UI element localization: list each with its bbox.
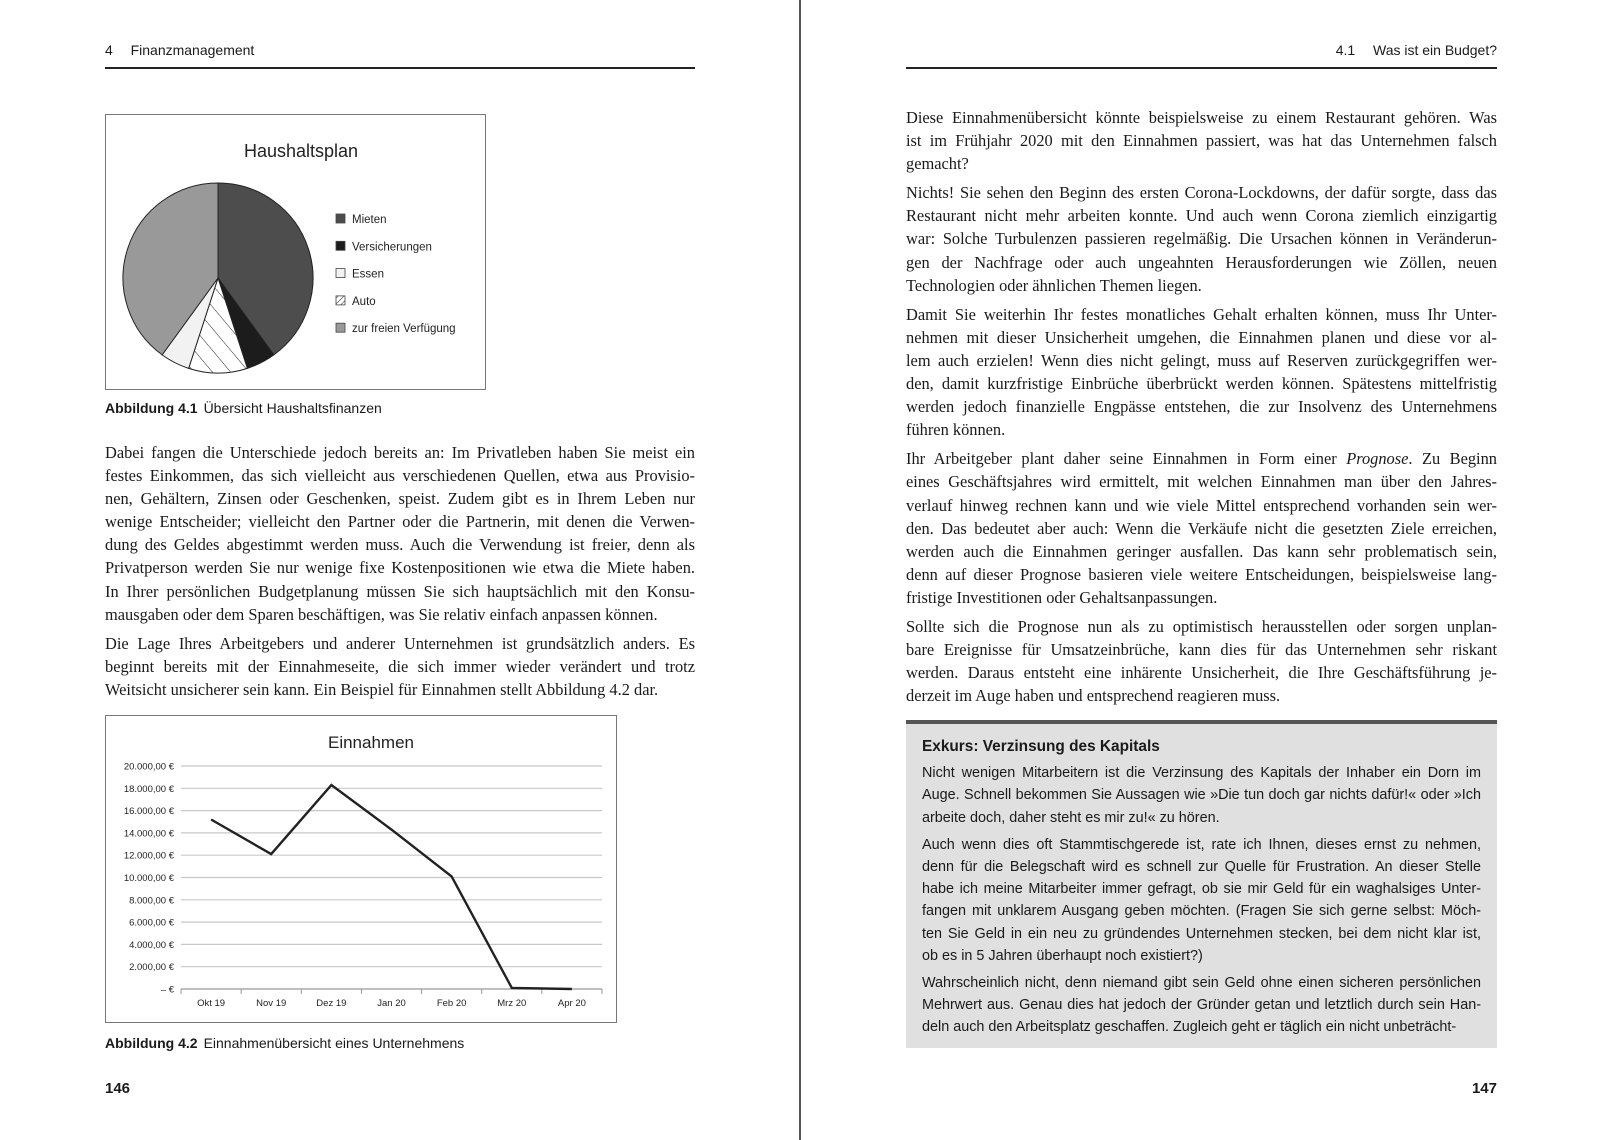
paragraph xyxy=(906,615,1497,707)
x-tick-label: Apr 20 xyxy=(557,998,586,1009)
paragraph xyxy=(105,632,695,701)
legend-label: Versicherungen xyxy=(352,241,432,254)
text-line: Restaurant nicht mehr arbeiten konnte. Und auch wenn Corona ziemlich einzigartig xyxy=(906,206,1497,226)
legend-label: zur freien Verfügung xyxy=(352,323,456,336)
text-line: festes Einkommen, das sich vielleicht aus verschiedenen Quellen, etwa aus Provisio- xyxy=(105,466,695,486)
text-line: ob es in 5 Jahren überhaupt noch existiert?) xyxy=(922,947,1203,964)
text-line: den, damit kurzfristige Einbrüche überbrückt werden können. Spätestens mittelfristig xyxy=(906,374,1497,394)
text-line: Die Lage Ihres Arbeitgebers und anderer Unternehmen ist grundsätzlich anders. Es xyxy=(105,633,695,653)
text-line: denn für die Belegschaft wird es schnell zur Quelle für Frustration. An dieser Stelle xyxy=(922,859,1481,876)
text-line: den. Das bedeutet aber auch: Wenn die Verkäufe nicht die gesetzten Ziele erreichen, xyxy=(906,518,1497,538)
text-line: Privatperson werden Sie nur wenige fixe Kostenpositionen wie etwa die Miete haben. xyxy=(105,558,695,578)
text-line: gemacht? xyxy=(906,154,969,174)
x-tick-label: Dez 19 xyxy=(316,998,347,1009)
running-head-left xyxy=(105,42,254,58)
legend-label: Auto xyxy=(352,295,376,308)
figure-line-chart xyxy=(105,715,617,1023)
y-tick-label: 8.000,00 € xyxy=(129,895,174,907)
paragraph xyxy=(906,106,1497,175)
y-tick-label: 18.000,00 € xyxy=(123,783,174,795)
y-tick-label: 6.000,00 € xyxy=(129,917,174,929)
pie-chart xyxy=(106,115,484,388)
text-line: Mehrwert aus. Genau dies hat jedoch der Gründer getan und letztlich durch sein Han- xyxy=(922,997,1481,1014)
y-tick-label: 16.000,00 € xyxy=(123,806,174,818)
text-line: derzeit im Auge haben und entsprechend reagieren muss. xyxy=(906,686,1281,706)
x-tick-label: Nov 19 xyxy=(256,998,287,1009)
text-line: mausgaben oder dem Sparen beschäftigen, was Sie relativ einfach anpassen können. xyxy=(105,604,658,624)
page-number-right: 147 xyxy=(1471,1080,1497,1097)
text-line: deln auch den Arbeitsplatz geschaffen. Zugleich geht er täglich ein nicht unbeträcht- xyxy=(922,1019,1457,1036)
paragraph xyxy=(922,834,1481,967)
emphasis-text: Prognose xyxy=(1346,449,1409,469)
x-tick-label: Okt 19 xyxy=(197,998,226,1009)
header-rule-right xyxy=(906,67,1497,69)
text-line: Technologien oder ähnlichen Themen liegen. xyxy=(906,275,1202,295)
section-number: 4.1 xyxy=(1335,42,1356,58)
pie-chart-title: Haushaltsplan xyxy=(243,141,359,161)
legend-label: Essen xyxy=(352,268,384,281)
text-line: Nichts! Sie sehen den Beginn des ersten Corona-Lockdowns, der dafür sorgte, dass das xyxy=(906,183,1497,203)
text-line: werden auch die Einnahmen geringer ausfallen. Das kann sehr problematisch sein, xyxy=(906,541,1497,561)
legend-swatch xyxy=(336,323,345,332)
text-line: Weitsicht unsicherer sein kann. Ein Beispiel für Einnahmen stellt Abbildung 4.2 dar. xyxy=(105,679,659,699)
paragraph xyxy=(906,447,1497,609)
y-tick-label: 12.000,00 € xyxy=(123,850,174,862)
body-text-left xyxy=(105,441,695,707)
pie-slices xyxy=(123,183,313,373)
text-line: Wahrscheinlich nicht, denn niemand gibt sein Geld ohne einen sicheren persönlichen xyxy=(922,975,1481,992)
running-head-right xyxy=(1336,42,1497,58)
x-tick-label: Feb 20 xyxy=(436,998,467,1009)
revenue-line xyxy=(211,785,572,989)
text-line: werden jedoch finanzielle Engpässe entstehen, die zur Insolvenz des Unternehmens xyxy=(906,397,1497,417)
text-line: Nicht wenigen Mitarbeitern ist die Verzinsung des Kapitals der Inhaber ein Dorn im xyxy=(922,765,1481,782)
paragraph xyxy=(922,762,1481,829)
caption-text: Einnahmenübersicht eines Unternehmens xyxy=(203,1035,465,1051)
text-line: nehmen mit dieser Unsicherheit umgehen, die Einnahmen planen und diese vor al- xyxy=(906,327,1497,347)
legend-label: Mieten xyxy=(352,214,387,226)
legend-swatch xyxy=(336,241,345,250)
text-line: arbeite doch, daher steht es mir zu!« zu hören. xyxy=(922,809,1220,826)
chart-gridlines xyxy=(181,766,602,989)
line-chart-title: Einnahmen xyxy=(327,733,415,752)
text-line: Diese Einnahmenübersicht könnte beispielsweise zu einem Restaurant gehören. Was xyxy=(906,108,1497,127)
text-line: verlauf hinweg rechnen kann und wie viele Mittel entsprechend vorhanden sein wer- xyxy=(906,495,1497,515)
paragraph xyxy=(105,441,695,626)
text-line: ist im Frühjahr 2020 mit den Einnahmen passiert, was hat das Unternehmen falsch xyxy=(906,131,1497,151)
y-tick-label: 4.000,00 € xyxy=(129,939,174,951)
body-text-right xyxy=(906,106,1497,713)
paragraph xyxy=(922,972,1481,1039)
text-line: habe ich meine Mitarbeiter immer gefragt, ob sie mir Geld für ein waghalsiges Unter- xyxy=(922,881,1481,898)
figure-pie-chart xyxy=(105,114,486,390)
legend-swatch xyxy=(336,269,345,278)
text-line: ten Sie Geld in ein neu zu gründendes Unternehmen stecken, bei dem nicht klar ist, xyxy=(922,925,1481,942)
text-line: gen der Nachfrage oder auch ungeahnten Herausforderungen wie Zöllen, neuen xyxy=(906,252,1497,272)
text-line: werden. Daraus entsteht eine inhärente Unsicherheit, die Ihre Geschäftsführung je- xyxy=(906,663,1497,683)
section-title: Was ist ein Budget? xyxy=(1373,42,1497,58)
legend-swatch xyxy=(336,214,345,223)
text-line: fristige Investitionen oder Gehaltsanpassungen. xyxy=(906,587,1218,607)
y-tick-label: – € xyxy=(160,984,174,996)
chart-x-axis xyxy=(181,989,602,1009)
line-chart xyxy=(106,716,615,1021)
x-tick-label: Jan 20 xyxy=(377,998,406,1009)
y-tick-label: 14.000,00 € xyxy=(123,828,174,840)
text-line: eines Geschäftsjahres wird ermittelt, mit welchen Einnahmen man über den Jahres- xyxy=(906,472,1497,492)
y-tick-label: 2.000,00 € xyxy=(129,962,174,974)
caption-label: Abbildung 4.1 xyxy=(105,400,198,416)
text-line: Dabei fangen die Unterschiede jedoch bereits an: Im Privatleben haben Sie meist ein xyxy=(105,443,695,462)
text-line: lem auch erzielen! Wenn dies nicht gelingt, muss auf Reserven zurückgegriffen wer- xyxy=(906,350,1497,370)
header-rule-left xyxy=(105,67,695,69)
text-line: wenige Entscheider; vielleicht den Partner oder die Partnerin, mit denen die Verwen- xyxy=(105,512,695,532)
text-line: Damit Sie weiterhin Ihr festes monatliches Gehalt erhalten können, muss Ihr Unter- xyxy=(906,304,1497,324)
text-line: bare Ereignisse für Umsatzeinbrüche, kann dies für das Unternehmen sehr riskant xyxy=(906,640,1497,660)
text-line xyxy=(906,447,1497,470)
exkurs-title: Exkurs: Verzinsung des Kapitals xyxy=(922,738,1160,755)
page-number-left: 146 xyxy=(105,1080,131,1097)
text-line: In Ihrer persönlichen Budgetplanung müssen Sie sich hauptsächlich mit den Konsu- xyxy=(105,581,695,601)
chapter-number: 4 xyxy=(105,42,113,58)
y-tick-label: 10.000,00 € xyxy=(123,873,174,884)
x-tick-label: Mrz 20 xyxy=(497,998,527,1009)
paragraph xyxy=(906,303,1497,442)
text-line: Auch wenn dies oft Stammtischgerede ist, rate ich Ihnen, dieses ernst zu nehmen, xyxy=(922,836,1481,853)
caption-label: Abbildung 4.2 xyxy=(105,1035,198,1051)
text-line: fangen mit unklarem Ausgang geben möchten. (Fragen Sie sich gerne selbst: Möch- xyxy=(922,903,1481,920)
text-line: beginnt bereits mit der Einnahmeseite, die sich immer wieder verändert und trotz xyxy=(105,656,695,676)
text-line: denn auf dieser Prognose basieren viele weitere Entscheidungen, beispielsweise lang- xyxy=(906,564,1497,584)
text-line: dung des Geldes abgestimmt werden muss. Auch die Verwendung ist freier, denn als xyxy=(105,535,695,555)
text-line: nen, Gehältern, Zinsen oder Geschenken, speist. Zudem gibt es in Ihrem Leben nur xyxy=(105,489,695,509)
paragraph xyxy=(906,181,1497,296)
chart-y-axis xyxy=(124,762,175,996)
y-tick-label: 20.000,00 € xyxy=(123,761,174,773)
figure-caption-4-2 xyxy=(105,1035,464,1051)
text-line: Sollte sich die Prognose nun als zu optimistisch herausstellen oder sorgen unplan- xyxy=(906,616,1497,636)
exkurs-box xyxy=(906,720,1497,1048)
legend-swatch xyxy=(336,296,345,305)
exkurs-body xyxy=(922,762,1481,1038)
caption-text: Übersicht Haushaltsfinanzen xyxy=(203,400,382,416)
chapter-title: Finanzmanagement xyxy=(130,42,255,58)
text-run: Ihr Arbeitgeber plant daher seine Einnahmen in Form einer xyxy=(906,449,1347,469)
pie-legend xyxy=(336,214,456,335)
text-line: Auge. Schnell bekommen Sie Aussagen wie »Die tun doch gar nichts dafür!« oder »Ich xyxy=(922,787,1481,804)
text-line: führen können. xyxy=(906,420,1006,440)
figure-caption-4-1 xyxy=(105,400,382,416)
page-gutter-divider xyxy=(799,0,801,1140)
text-run: . Zu Beginn xyxy=(1408,449,1497,469)
text-line: war: Solche Turbulenzen passieren regelmäßig. Die Ursachen können in Veränderun- xyxy=(906,229,1497,249)
